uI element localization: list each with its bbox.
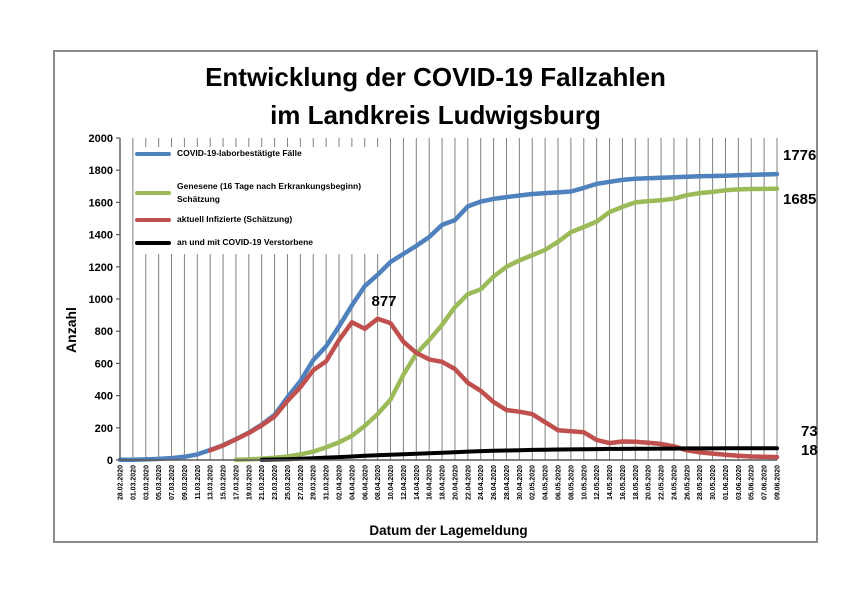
x-tick-label: 23.03.2020 <box>272 465 280 501</box>
x-tick-label: 18.04.2020 <box>439 465 447 501</box>
x-tick-label: 01.06.2020 <box>722 465 730 501</box>
x-tick-label: 04.04.2020 <box>349 465 357 501</box>
y-axis-ticks <box>89 133 120 467</box>
x-tick-label: 10.05.2020 <box>581 465 589 501</box>
x-tick-label: 29.03.2020 <box>310 465 318 501</box>
annotation-peak-active: 877 <box>371 293 397 310</box>
x-tick-label: 01.03.2020 <box>130 465 138 501</box>
legend-label-deaths: an und mit COVID-19 Verstorbene <box>177 237 314 247</box>
x-axis-title: Datum der Lagemeldung <box>369 523 528 538</box>
legend-swatch-confirmed-icon <box>135 152 171 156</box>
x-tick-label: 17.03.2020 <box>233 465 241 501</box>
x-tick-label: 13.03.2020 <box>207 465 215 501</box>
x-tick-label: 06.05.2020 <box>555 465 563 501</box>
x-tick-label: 22.05.2020 <box>658 465 666 501</box>
x-tick-label: 14.04.2020 <box>413 465 421 501</box>
chart-title-line1: Entwicklung der COVID-19 Fallzahlen <box>205 62 666 92</box>
x-axis-labels <box>118 465 782 500</box>
legend-item-active <box>135 213 292 226</box>
y-axis-title: Anzahl <box>63 307 79 353</box>
x-tick-label: 24.05.2020 <box>671 465 679 501</box>
y-tick-label: 400 <box>94 390 113 403</box>
annotation-deaths-end: 73 <box>801 423 818 440</box>
x-tick-label: 20.04.2020 <box>452 465 460 501</box>
x-tick-label: 30.05.2020 <box>710 465 718 501</box>
legend-swatch-deaths-icon <box>135 241 171 245</box>
y-tick-label: 1000 <box>88 294 113 306</box>
x-tick-label: 10.04.2020 <box>388 465 396 501</box>
y-tick-label: 800 <box>94 326 113 339</box>
legend <box>135 147 380 254</box>
x-tick-label: 06.04.2020 <box>362 465 370 501</box>
y-tick-label: 600 <box>94 358 113 371</box>
x-tick-label: 02.05.2020 <box>529 465 537 501</box>
x-tick-label: 27.03.2020 <box>297 465 305 501</box>
x-tick-label: 09.06.2020 <box>774 465 782 501</box>
x-tick-label: 28.05.2020 <box>697 465 705 501</box>
x-tick-label: 18.05.2020 <box>632 465 640 501</box>
x-tick-label: 16.04.2020 <box>426 465 434 501</box>
x-tick-label: 09.03.2020 <box>181 465 189 501</box>
x-tick-label: 15.03.2020 <box>220 465 228 501</box>
y-tick-label: 1200 <box>88 261 113 274</box>
legend-swatch-recovered-icon <box>135 191 171 195</box>
x-tick-label: 31.03.2020 <box>323 465 331 501</box>
x-tick-label: 21.03.2020 <box>259 465 267 501</box>
legend-swatch-active-icon <box>135 218 171 222</box>
x-tick-label: 02.04.2020 <box>336 465 344 501</box>
x-tick-label: 14.05.2020 <box>607 465 615 501</box>
x-tick-label: 20.05.2020 <box>645 465 653 501</box>
x-tick-label: 26.05.2020 <box>684 465 692 501</box>
x-tick-label: 07.03.2020 <box>169 465 177 501</box>
legend-label-recovered: Genesene (16 Tage nach Erkrankungsbeginn) Schätzung <box>177 181 362 204</box>
annotation-confirmed-end: 1776 <box>783 147 817 164</box>
x-tick-label: 24.04.2020 <box>478 465 486 501</box>
x-tick-label: 16.05.2020 <box>619 465 627 501</box>
y-tick-label: 0 <box>106 455 113 467</box>
y-tick-label: 200 <box>94 422 113 435</box>
x-tick-label: 26.04.2020 <box>491 465 499 501</box>
legend-label-active: aktuell Infizierte (Schätzung) <box>177 214 293 224</box>
x-tick-label: 05.03.2020 <box>156 465 164 501</box>
legend-item-recovered <box>135 180 361 206</box>
y-tick-label: 1400 <box>88 229 113 242</box>
x-tick-label: 28.04.2020 <box>503 465 511 501</box>
chart-title-line2: im Landkreis Ludwigsburg <box>270 100 601 130</box>
x-tick-label: 12.05.2020 <box>594 465 602 501</box>
x-tick-label: 08.04.2020 <box>375 465 383 501</box>
legend-item-deaths <box>135 236 313 249</box>
x-tick-label: 07.06.2020 <box>761 465 769 501</box>
legend-item-confirmed <box>135 147 302 160</box>
x-tick-label: 22.04.2020 <box>465 465 473 501</box>
x-tick-label: 08.05.2020 <box>568 465 576 501</box>
x-tick-label: 04.05.2020 <box>542 465 550 501</box>
y-tick-label: 1600 <box>88 197 113 210</box>
annotation-active-end: 18 <box>801 442 818 459</box>
x-tick-label: 03.03.2020 <box>143 465 151 501</box>
x-tick-label: 19.03.2020 <box>246 465 254 501</box>
x-tick-label: 03.06.2020 <box>735 465 743 501</box>
x-tick-label: 11.03.2020 <box>194 465 202 500</box>
chart-frame <box>53 50 818 543</box>
x-tick-label: 12.04.2020 <box>400 465 408 501</box>
x-tick-label: 28.02.2020 <box>117 465 125 501</box>
y-tick-label: 2000 <box>88 133 113 145</box>
x-tick-label: 05.06.2020 <box>748 465 756 501</box>
x-tick-label: 30.04.2020 <box>516 465 524 501</box>
y-tick-label: 1800 <box>88 165 113 178</box>
annotation-recovered-end: 1685 <box>783 191 817 208</box>
plot-area <box>55 52 816 541</box>
legend-label-confirmed: COVID-19-laborbestätigte Fälle <box>177 148 302 158</box>
x-tick-label: 25.03.2020 <box>284 465 292 501</box>
